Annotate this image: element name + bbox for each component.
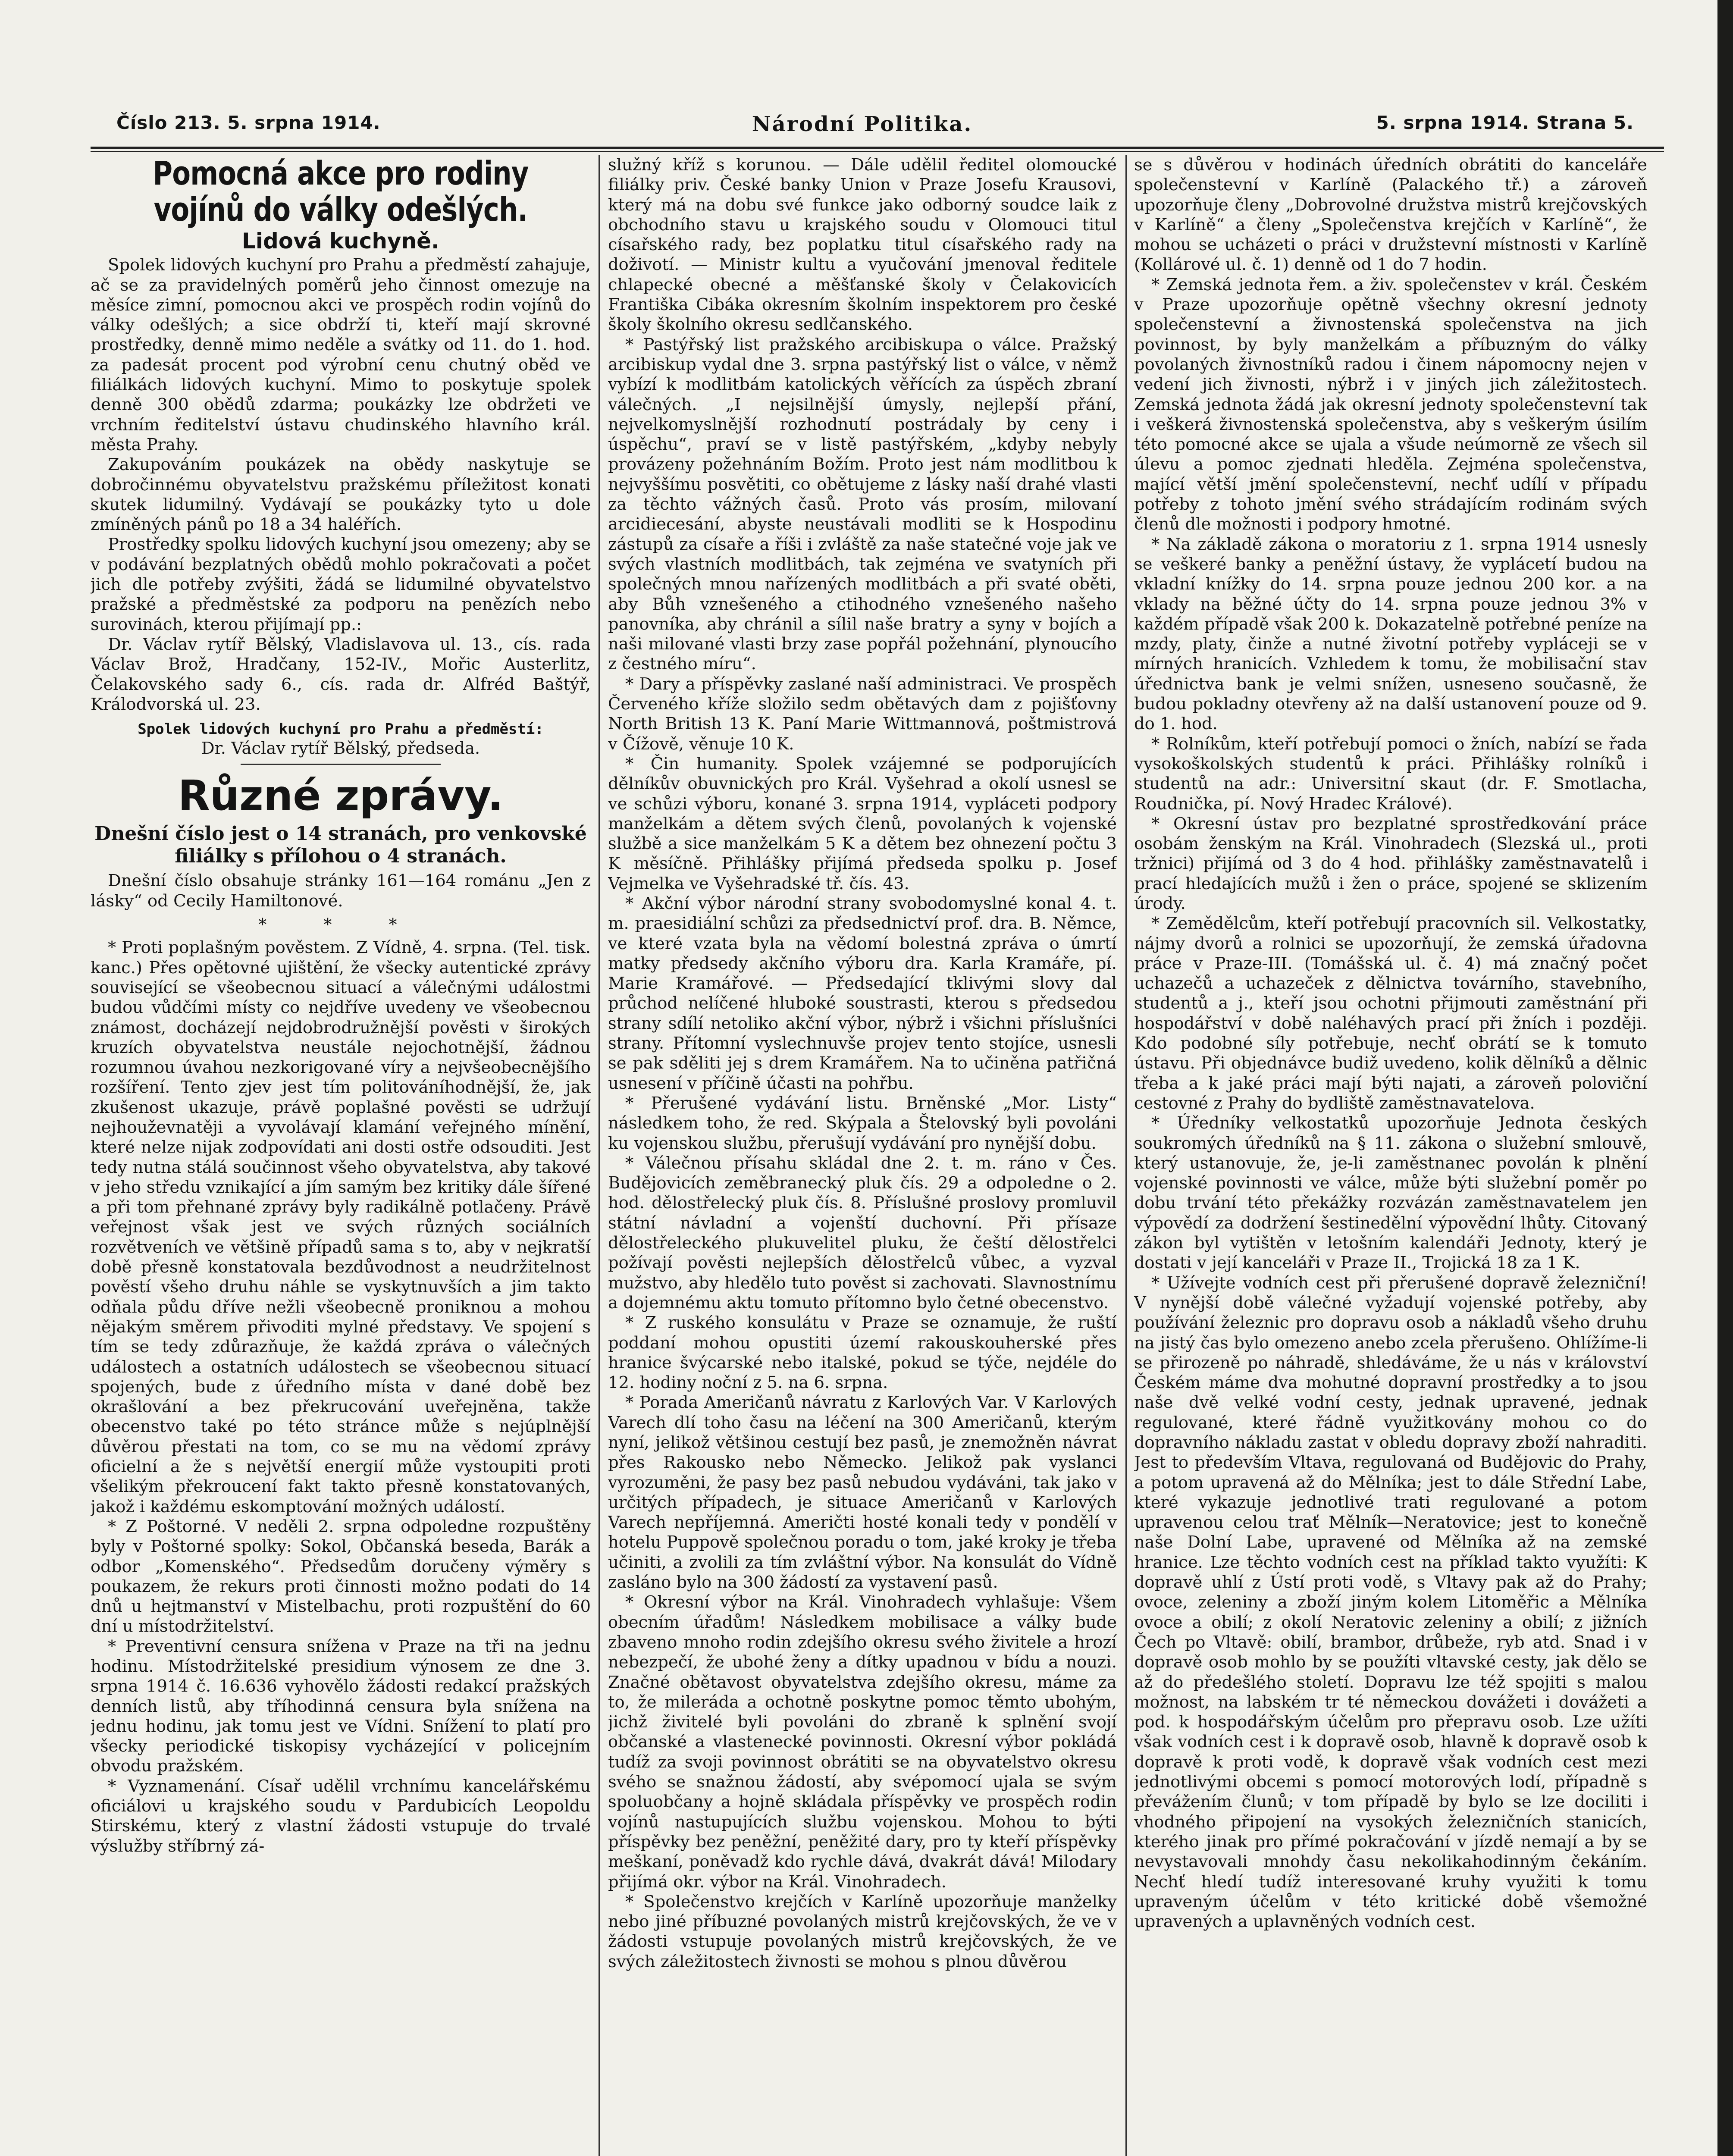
column-divider (599, 155, 600, 2156)
column-2 (608, 155, 1117, 2156)
paragraph: * Úředníky velkostatků upozorňuje Jednota českých soukromých úředníků na § 11. zákona o služební smlouvě, který ustanovuje, že, je-li zaměstnanec povolán k plnění vojenské povinnosti ve válce, může býti služební poměr po dobu trvání této překážky rozvázán zaměstnavatelem jen výpovědí za dodržení šestinedělní výpovědní lhůty. Citovaný zákon byl vytištěn v letošním kalendáři Jednoty, který je dostati v její kanceláři v Praze II., Trojická 18 za 1 K. (1134, 1113, 1647, 1273)
paragraph: * Zemědělcům, kteří potřebují pracovních sil. Velkostatky, nájmy dvorů a rolnici se upozorňují, že zemská úřadovna práce v Praze-III. (Tomášská ul. č. 4) má značný počet uchazečů a uchazeček z dělnictva továrního, stavebního, studentů a j., kteří jsou ochotni přijmouti zaměstnání při hospodářství v době naléhavých prací při žních i později. Kdo podobné síly potřebuje, nechť obrátí se k tomuto ústavu. Při objednávce budiž uvedeno, kolik dělníků a dělnic třeba a k jaké práci mají býti najati, a zároveň poloviční cestovné z Prahy do bydliště zaměstnavatelova. (1134, 914, 1647, 1113)
paragraph: Zakupováním poukázek na obědy naskytuje se dobročinnému obyvatelstvu pražskému příležitost konati skutek lidumilný. Vydávají se poukázky tyto u dole zmíněných pánů po 18 a 34 haléřích. (91, 455, 591, 535)
signature: Dr. Václav rytíř Bělský, předseda. (201, 739, 480, 758)
paragraph: Spolek lidových kuchyní pro Prahu a předměstí zahajuje, ač se za pravidelných poměrů jeho činnost omezuje na měsíce zimní, pomocnou akci ve prospěch rodin vojínů do války odešlých; a sice obdrží ti, kteří mají skrovné prostředky, denně mimo neděle a svátky od 11. do 1. hod. za padesát procent pod výrobní cenu chutný oběd ve filiálkách lidových kuchyní. Mimo to poskytuje spolek denně 300 obědů zdarma; poukázky lze obdržeti ve vrchním ředitelství ústavu chudinského hlavního král. města Prahy. (91, 255, 591, 454)
column-divider (1125, 155, 1127, 2156)
paragraph: * Z Poštorné. V neděli 2. srpna odpoledne rozpuštěny byly v Poštorné spolky: Sokol, Občanská beseda, Barák a odbor „Komenského“. Předsedům doručeny výměry s poukazem, že rekurs proti činnosti možno podati do 14 dnů u hejtmanství v Mistelbachu, proti rozpuštění do 60 dní u místodržitelství. (91, 1517, 591, 1636)
article-subhead: Lidová kuchyně. (241, 229, 440, 254)
paragraph: * Preventivní censura snížena v Praze na tři na jednu hodinu. Místodržitelské presidium výnosem ze dne 3. srpna 1914 č. 16.636 vyhovělo žádosti redakcí pražských denních listů, aby tříhodinná censura byla snížena na jednu hodinu, jak tomu jest ve Vídni. Snížení to platí pro všecky periodické tiskopisy vycházející v policejním obvodu pražském. (91, 1636, 591, 1776)
paragraph: * Na základě zákona o moratoriu z 1. srpna 1914 usnesly se veškeré banky a peněžní ústavy, že vyplácetí budou na vkladní knížky do 14. srpna pouze jednou 200 kor. a na vklady na běžné účty do 14. srpna pouze jednou 3% v každém případě však 200 k. Dokazatelně potřebné peníze na mzdy, platy, činže a nutné životní potřeby vypláceji se v mírných hranicích. Vzhledem k tomu, že mobilisační stav úřednictva bank je velmi snížen, usneseno současně, že budou pokladny otevřeny až na další ustanovení pouze od 9. do 1. hod. (1134, 534, 1647, 734)
section-heading: Různé zprávy. (178, 771, 504, 820)
paragraph: Prostředky spolku lidových kuchyní jsou omezeny; aby se v podávání bezplatných obědů mohlo pokračovati a počet jich dle potřeby zvýšiti, žádá se lidumilné obyvatelstvo pražské a předměstské za podporu na penězích nebo surovinách, kterou přijímají pp.: (91, 535, 591, 634)
scan-edge (1717, 0, 1733, 2156)
notice: Dnešní číslo jest o 14 stranách, pro venkovské filiálky s přílohou o 4 stranách. (94, 823, 587, 868)
paragraph: * Dary a příspěvky zaslané naší administraci. Ve prospěch Červeného kříže složilo sedm obětavých dam z pojišťovny North British 13 K. Paní Marie Wittmannová, poštmistrová v Čížově, věnuje 10 K. (608, 674, 1117, 754)
paragraph: * Pastýřský list pražského arcibiskupa o válce. Pražský arcibiskup vydal dne 3. srpna pastýřský list o válce, v němž vybízí k modlitbám katolických věřících za úspěch zbraní válečných. „I nejsilnější úmysly, nejlepší přání, nejvelkomyslnější rozhodnutí postrádaly by ceny i úspěchu“, praví se v listě pastýřském, „kdyby nebyly provázeny požehnáním Božím. Proto jest nám modlitbou k nejvyššímu posvětiti, co obětujeme z lásky naší drahé vlasti za těchto vážných časů. Proto vás prosím, milovaní arcidiecesání, abyste neustávali modliti se k Hospodinu zástupů za císaře a říši i zvláště za naše statečné voje jak ve svých vlastních modlitbách, tak zejména ve svatyních při společných mnou nařízených modlitbách a při svaté oběti, aby Bůh vznešeného a ctihodného vznešeného našeho panovníka, aby chránil a sílil naše bratry a syny v bojích a naši milované vlasti brzy zase popřál požehnání, plynoucího z čestného míru“. (608, 335, 1117, 674)
paragraph: * Společenstvo krejčích v Karlíně upozorňuje manželky nebo jiné příbuzné povolaných mistrů krejčovských, že ve v žádosti vstupuje povolaných mistrů krejčovských, že ve svých záležitostech živnosti se mohou s plnou důvěrou (608, 1892, 1117, 1971)
paragraph: * Čin humanity. Spolek vzájemné se podporujících dělníkův obuvnických pro Král. Vyšehrad a okolí usnesl se ve schůzi výboru, konané 3. srpna 1914, vypláceti podpory manželkám a dětem svých členů, povolaných k vojenské službě a sice manželkám 5 K a dětem bez ohnezení počtu 3 K měsíčně. Přihlášky přijímá předseda spolku p. Josef Vejmelka ve Vyšehradské tř. čís. 43. (608, 754, 1117, 893)
paragraph: * Proti poplašným pověstem. Z Vídně, 4. srpna. (Tel. tisk. kanc.) Přes opětovné ujištění, že všecky autentické zprávy související se všeobecnou situací a válečnými událostmi budou vůdčími místy co nejdříve uvedeny ve všeobecnou známost, docházejí nejdobrodružnější pověsti v širokých kruzích obyvatelstva neustále nejochotnější, žádnou rozumnou úvahou nezkorigované víry a nejvšeobecnějšího rozšíření. Tento zjev jest tím politováníhodnější, že, jak zkušenost ukazuje, právě poplašné pověsti se udržují nejhouževnatěji a vyvolávají klamání veřejného mínění, které nelze nijak zodpovídati ani dosti ostře odsouditi. Jest tedy nutna stálá součinnost všeho obyvatelstva, aby takové v jeho středu vznikající a jím samým bez kritiky dále šířené a při tom přehnané zprávy byly radikálně potlačeny. Právě veřejnost však jest ve svých různých sociálních rozvětveních ve většině případů sama s to, aby v nejkratší době přesně konstatovala bezdůvodnost a neudržitelnost pověstí všeho druhu náhle se vyskytnuvších a jim takto odňala půdu dříve nežli všeobecně proniknou a mohou nějakým směrem přivoditi mylné představy. Ve spojení s tím se tedy zdůrazňuje, že každá zpráva o válečných událostech a ostatních událostech se všeobecnou situací spojených, bude z úředního místa v dané době bez okrašlování a bez překrucování uveřejněna, takže obecenstvo také po této stránce může s nejúplnější důvěrou přestati na tom, co se mu na vědomí zprávy oficielní a že s největší energií může vystoupiti proti všelikým překroucení fakt takto přesně konstatovaných, jakož i každému eskomptování možných událostí. (91, 938, 591, 1517)
paragraph: * Rolníkům, kteří potřebují pomoci o žních, nabízí se řada vysokoškolských studentů k práci. Přihlášky rolníků i studentů na adr.: Universitní skaut (dr. F. Smotlacha, Roudnička, pí. Nový Hradec Králové). (1134, 734, 1647, 814)
paragraph: * Okresní ústav pro bezplatné sprostředkování práce osobám ženským na Král. Vinohradech (Slezská ul., proti tržnici) přijímá od 3 do 4 hod. přihlášky zaměstnavatelů i prací hledajících mužů i žen o práce, spojené se sklizením úrody. (1134, 814, 1647, 913)
header-rule (91, 147, 1664, 149)
paragraph: * Vyznamenání. Císař udělil vrchnímu kancelářskému oficiálovi u krajského soudu v Pardubicích Leopoldu Stirskému, který z vlastní žádosti vstupuje do trvalé výslužby stříbrný zá- (91, 1776, 591, 1856)
paragraph: * Užívejte vodních cest při přerušené dopravě železniční! V nynější době válečné vyžadují vojenské potřeby, aby používání železnic pro dopravu osob a nákladů všeho druhu na jistý čas bylo omezeno anebo zcela přerušeno. Ohlížíme-li se přirozeně po náhradě, shledáváme, že u nás v království Českém máme dva mohutné dopravní prostředky a to jsou naše dvě velké vodní cesty, jednak upravené, jednak regulované, které řádně využitkovány mohou co do dopravního nákladu zastat v obledu dopravy zboží nahraditi. Jest to především Vltava, regulovaná od Budějovic do Prahy, a potom upravená až do Mělníka; jest to dále Střední Labe, které vykazuje jednotlivé trati regulované a potom upravenou celou trať Mělník—Neratovice; jest to konečně naše Dolní Labe, upravené od Mělníka až na zemské hranice. Lze těchto vodních cest na příklad takto využíti: K dopravě uhlí z Ústí proti vodě, s Vltavy pak až do Prahy; ovoce, zeleniny a zboží jiným kolem Litoměřic a Mělníka ovoce a obilí; z okolí Neratovic zeleniny a obilí; z jižních Čech po Vltavě: obilí, brambor, drůbeže, ryb atd. Snad i v dopravě osob mohlo by se použíti vltavské cesty, jak dělo se až do předešlého století. Dopravu lze též spojiti s malou možnost, na labském tr té německou dovážeti i dovážeti a pod. k hospodářským účelům pro přepravu osob. Lze užíti však vodních cest i k dopravě osob, hlavně k dopravě osob k dopravě k proti vodě, k dopravě však vodních cest mezi jednotlivými obcemi s pomocí motorových lodí, případně s převážením člunů; v tom případě by bylo se lze dociliti i vhodného připojení na vysokých železničních stanicích, kterého jinak pro přímé pokračování v jízdě nemají a by se nevystavovali mnohdy času nekolikahodinným čekáním. Nechť hledí tudíž interesované kruhy využiti k tomu upraveným účelům v této kritické době všemožné upravených a uplavněných vodních cest. (1134, 1273, 1647, 1932)
paragraph: * Okresní výbor na Král. Vinohradech vyhlašuje: Všem obecním úřadům! Následkem mobilisace a války bude zbaveno mnoho rodin zdejšího okresu svého živitele a hrozí nebezpečí, že ubohé ženy a dítky upadnou v bídu a nouzi. Značné obětavost obyvatelstva zdejšího okresu, máme za to, že mileráda a ochotně poskytne pomoc těmto ubohým, jichž živitelé byli povoláni do zbraně k splnění svojí občanské a vlastenecké povinnosti. Okresní výbor pokládá tudíž za svoji povinnost obrátiti se na obyvatelstvo okresu svého se snažnou žádostí, aby svépomocí ujala se svým spoluobčany a hojně skládala příspěvky ve prospěch rodin vojínů nastupujících službu vojenskou. Mohou to býti příspěvky bez peněžní, peněžité dary, pro ty kteří příspěvky meškaní, poněvadž kdo rychle dává, dvakrát dává! Milodary přijímá okr. výbor na Král. Vinohradech. (608, 1592, 1117, 1892)
paragraph: * Přerušené vydávání listu. Brněnské „Mor. Listy“ následkem toho, že red. Skýpala a Štelovský byli povoláni ku vojenskou službu, přerušují vydávání pro nynější dobu. (608, 1093, 1117, 1153)
paragraph: * Válečnou přísahu skládal dne 2. t. m. ráno v Čes. Budějovicích zeměbranecký pluk čís. 29 a odpoledne o 2. hod. dělostřelecký pluk čís. 8. Příslušné proslovy promluvil státní návladní a vojenští duchovní. Při přísaze dělostřeleckého plukuvelitel pluku, že čeští dělostřelci požívají pověsti nejlepších dělostřelců vůbec, a vyzval mužstvo, aby hledělo tuto pověst si zachovati. Slavnostnímu a dojemnému aktu tomuto přítomno bylo četné obecenstvo. (608, 1153, 1117, 1313)
separator-stars: * * * (258, 915, 423, 934)
paragraph: * Porada Američanů návratu z Karlových Var. V Karlových Varech dlí toho času na léčení na 300 Američanů, kterým nyní, jelikož většinou cestují bez pasů, je znemožněn návrat přes Rakousko nebo Německo. Jelikož pak vyslanci vyrozuměni, že pasy bez pasů nebudou vydáváni, tak jako v určitých případech, je situace Američanů v Karlových Varech nepříjemná. Američti hosté konali tedy v pondělí v hotelu Puppově společnou poradu o tom, jaké kroky je třeba učiniti, a zvolili za tím zvláštní výbor. Na konsulát do Vídně zasláno bylo na 300 žádostí za vystavení pasů. (608, 1393, 1117, 1592)
issue-number: Číslo 213. 5. srpna 1914. (116, 112, 381, 133)
paragraph: Dr. Václav rytíř Bělský, Vladislavova ul. 13., cís. rada Václav Brož, Hradčany, 152-IV., Mořic Austerlitz, Čelakovského sady 6., cís. rada dr. Alfréd Baštýř, Králodvorská ul. 23. (91, 634, 591, 714)
paragraph: se s důvěrou v hodinách úředních obrátiti do kanceláře společenstevní v Karlíně (Palackého tř.) a zároveň upozorňuje členy „Dobrovolné družstva mistrů krejčovských v Karlíně“ a členy „Společenstva krejčích v Karlíně“, že mohou se ucházeti o práci v družstevní místnosti v Karlíně (Kollárové ul. č. 1) denně od 1 do 7 hodin. (1134, 155, 1647, 275)
paragraph: * Akční výbor národní strany svobodomyslné konal 4. t. m. praesidiální schůzi za předsednictví prof. dra. B. Němce, ve které vzata byla na vědomí bolestná zpráva o úmrtí matky předsedy akčního výboru dra. Karla Kramáře, pí. Marie Kramářové. — Předsedající tklivými slovy dal průchod nelíčené hluboké soustrasti, kterou s předsedou strany sdílí netoliko akční výbor, nýbrž i všichni příslušníci strany. Přítomní vyslechnuvše projev tento stojíce, usnesli se pak sděliti jej s drem Kramářem. Na to učiněna patřičná usnesení v příčině účasti na pohřbu. (608, 893, 1117, 1093)
paragraph: * Z ruského konsulátu v Praze se oznamuje, že ruští poddaní mohou opustiti území rakouskouherské přes hranice švýcarské nebo italské, pokud se týče, nejdéle do 12. hodiny noční z 5. na 6. srpna. (608, 1313, 1117, 1393)
divider (241, 764, 441, 765)
paragraph: Dnešní číslo obsahuje stránky 161—164 románu „Jen z lásky“ od Cecily Hamiltonové. (91, 871, 591, 911)
paragraph: * Zemská jednota řem. a živ. společenstev v král. Českém v Praze upozorňuje opětně všechny okresní jednoty společenstevní a živnostenská společenstva na jich povinnost, by byly manželkám a příbuzným do války povolaných živnostníků radou i činem nápomocny nejen v vedení jich živnosti, nýbrž i v jiných jich záležitostech. Zemská jednota žádá jak okresní jednoty společenstevní tak i veškerá živnostenská společenstva, aby s veškerým úsilím této pomocné akce se ujala a všude neúmorně ze všech sil úlevu a pomoc zjednati hleděla. Zejména společenstva, mající větší jmění společenstevní, nechť udílí v případu potřeby z tohoto jmění svého strádajícím rodinám svých členů dle možnosti i podpory hmotné. (1134, 275, 1647, 534)
newspaper-title: Národní Politika. (752, 112, 973, 136)
paragraph: služný kříž s korunou. — Dále udělil ředitel olomoucké filiálky priv. České banky Union v Praze Josefu Krausovi, který má na dobu své funkce jako odborný soudce laik z obchodního stavu u krajského soudu v Olomouci titul císařského rady, bez poplatku titul císařského rady na doživotí. — Ministr kultu a vyučování jmenoval ředitele chlapecké obecné a měšťanské školy v Čelakovicích Františka Cibáka okresním školním inspektorem pro české školy školního okresu sedlčanského. (608, 155, 1117, 335)
article-headline: Pomocná akce pro rodiny vojínů do války odešlých. (153, 155, 529, 229)
header-rule-thin (91, 151, 1664, 152)
column-3 (1134, 155, 1647, 2156)
page-header (91, 108, 1634, 147)
column-1 (91, 155, 591, 2156)
organization-name: Spolek lidových kuchyní pro Prahu a předměstí: (138, 721, 544, 738)
page-date-number: 5. srpna 1914. Strana 5. (1376, 112, 1634, 133)
